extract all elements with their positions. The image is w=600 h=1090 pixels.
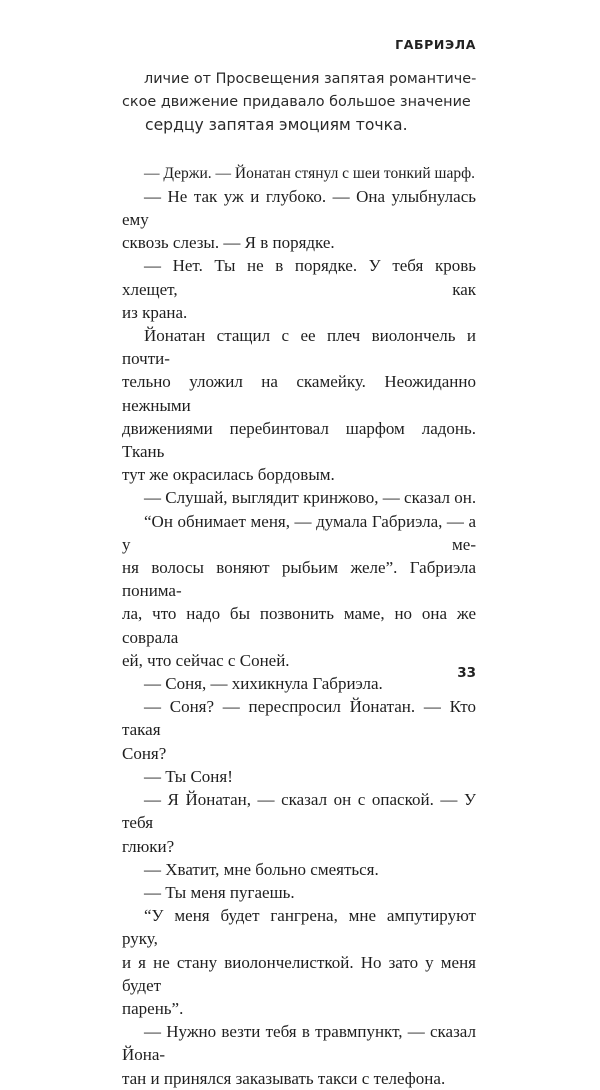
text-line: Соня? [122,743,167,763]
paragraph [122,254,476,324]
text-line: сквозь слезы. — Я в порядке. [122,233,335,253]
paragraph [122,672,476,695]
paragraph [122,1020,476,1090]
text-line: — Держи. — Йонатан стянул с шеи тонкий шарф. [144,164,476,182]
paragraph [122,324,476,486]
running-head: ГАБРИЭЛА [395,37,476,52]
text-line: — Слушай, выглядит кринжово, — сказал он. [144,488,477,508]
text-line: ня волосы воняют рыбьим желе”. Габриэла понима- [122,558,476,601]
text-line: парень”. [122,998,184,1018]
text-line: — Не так уж и глубоко. — Она улыбнулась ему [122,186,476,230]
text-line: — Хватит, мне больно смеяться. [144,859,379,879]
paragraph [122,881,476,904]
text-line: — Нет. Ты не в порядке. У тебя кровь хлещет, как [122,256,476,299]
page-body [122,64,476,1090]
text-line: — Соня, — хихикнула Габриэла. [144,674,383,694]
text-line: тельно уложил на скамейку. Неожиданно нежными [122,372,476,415]
epigraph-line: ское движение придавало большое значение [122,94,471,111]
paragraph [122,162,476,185]
text-line: глюки? [122,836,175,856]
text-line: ла, что надо бы позвонить маме, но она же соврала [122,604,476,647]
paragraph [122,486,476,509]
text-line: Йонатан стащил с ее плеч виолончель и почти- [122,326,476,369]
text-line: из крана. [122,302,188,322]
text-line: “Он обнимает меня, — думала Габриэла, — а у ме- [122,511,476,554]
text-line: — Соня? — переспросил Йонатан. — Кто такая [122,697,476,740]
text-line: — Я Йонатан, — сказал он с опаской. — У тебя [122,790,476,833]
paragraph [122,695,476,765]
epigraph-line: личие от Просвещения запятая романтиче- [144,71,477,87]
paragraph [122,510,476,672]
text-line: — Ты меня пугаешь. [144,882,295,902]
paragraph-list [122,162,476,1090]
paragraph [122,904,476,1020]
paragraph [122,858,476,881]
text-line: ей, что сейчас с Соней. [122,650,290,670]
epigraph-line: сердцу запятая эмоциям точка. [145,116,408,135]
text-line: “У меня будет гангрена, мне ампутируют руку, [122,906,476,949]
text-line: тут же окрасилась бордовым. [122,465,335,485]
page-number: 33 [457,665,476,681]
paragraph [122,185,476,255]
text-line: движениями перебинтовал шарфом ладонь. Ткань [122,418,476,462]
text-line: тан и принялся заказывать такси с телефона. [122,1068,446,1088]
epigraph-block [122,68,476,138]
text-line: — Ты Соня! [144,766,233,786]
text-line: — Нужно везти тебя в травмпункт, — сказал Йона- [122,1022,476,1065]
paragraph [122,765,476,788]
paragraph [122,788,476,858]
text-line: и я не стану виолончелисткой. Но зато у меня будет [122,952,476,995]
